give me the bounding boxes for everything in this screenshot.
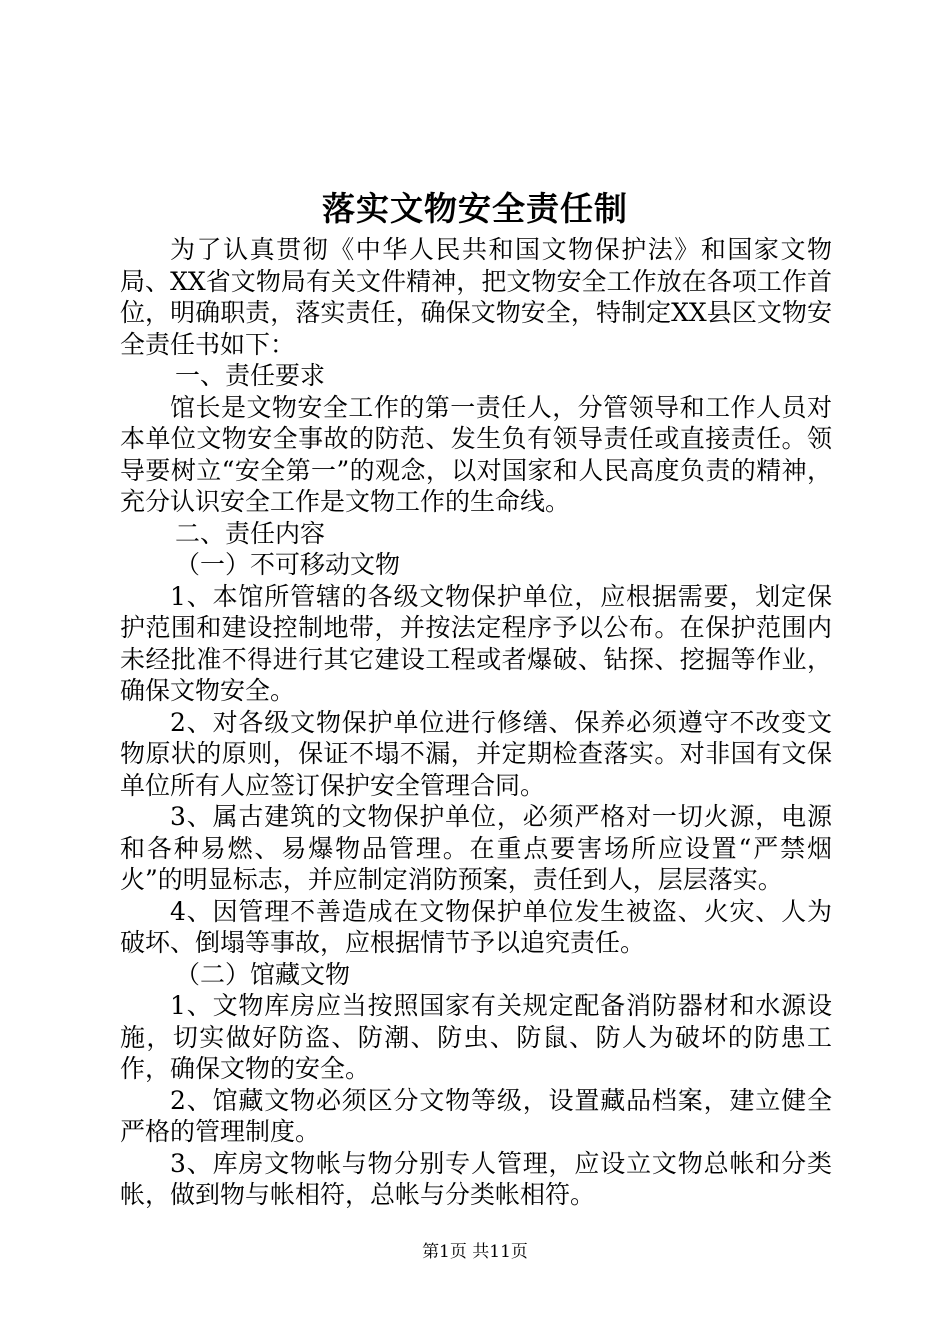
- immovable-item-1: 1、本馆所管辖的各级文物保护单位，应根据需要，划定保护范围和建设控制地带，并按法定程序予以公布。在保护范围内未经批准不得进行其它建设工程或者爆破、钻探、挖掘等作业，确保文物安全。: [120, 581, 832, 705]
- page-number-footer: 第1页 共11页: [422, 1242, 528, 1262]
- subsection-heading-immovable: （一）不可移动文物: [175, 550, 401, 579]
- intro-paragraph: 为了认真贯彻《中华人民共和国文物保护法》和国家文物局、XX省文物局有关文件精神，把文物安全工作放在各项工作首位，明确职责，落实责任，确保文物安全，特制定XX县区文物安全责任书如下：: [120, 235, 832, 359]
- collection-item-2: 2、馆藏文物必须区分文物等级，设置藏品档案，建立健全严格的管理制度。: [120, 1085, 832, 1146]
- immovable-item-3: 3、属古建筑的文物保护单位，必须严格对一切火源，电源和各种易燃、易爆物品管理。在重点要害场所应设置“严禁烟火”的明显标志，并应制定消防预案，责任到人，层层落实。: [120, 802, 832, 894]
- collection-item-3: 3、库房文物帐与物分别专人管理，应设立文物总帐和分类帐，做到物与帐相符，总帐与分类帐相符。: [120, 1148, 832, 1209]
- subsection-heading-collection: （二）馆藏文物: [175, 959, 351, 989]
- document-body: [120, 234, 832, 1211]
- section-heading-content: 二、责任内容: [175, 518, 326, 548]
- immovable-item-2: 2、对各级文物保护单位进行修缮、保养必须遵守不改变文物原状的原则，保证不塌不漏，并定期检查落实。对非国有文保单位所有人应签订保护安全管理合同。: [120, 707, 832, 800]
- document-title: 落实文物安全责任制: [322, 189, 628, 228]
- immovable-item-4: 4、因管理不善造成在文物保护单位发生被盗、火灾、人为破坏、倒塌等事故，应根据情节予以追究责任。: [120, 896, 832, 957]
- collection-item-1: 1、文物库房应当按照国家有关规定配备消防器材和水源设施，切实做好防盗、防潮、防虫、防鼠、防人为破坏的防患工作，确保文物的安全。: [120, 991, 832, 1083]
- section-heading-requirements: 一、责任要求: [175, 361, 326, 390]
- requirements-paragraph: 馆长是文物安全工作的第一责任人，分管领导和工作人员对本单位文物安全事故的防范、发生负有领导责任或直接责任。领导要树立“安全第一”的观念，以对国家和人民高度负责的精神，充分认识安全工作是文物工作的生命线。: [120, 392, 832, 516]
